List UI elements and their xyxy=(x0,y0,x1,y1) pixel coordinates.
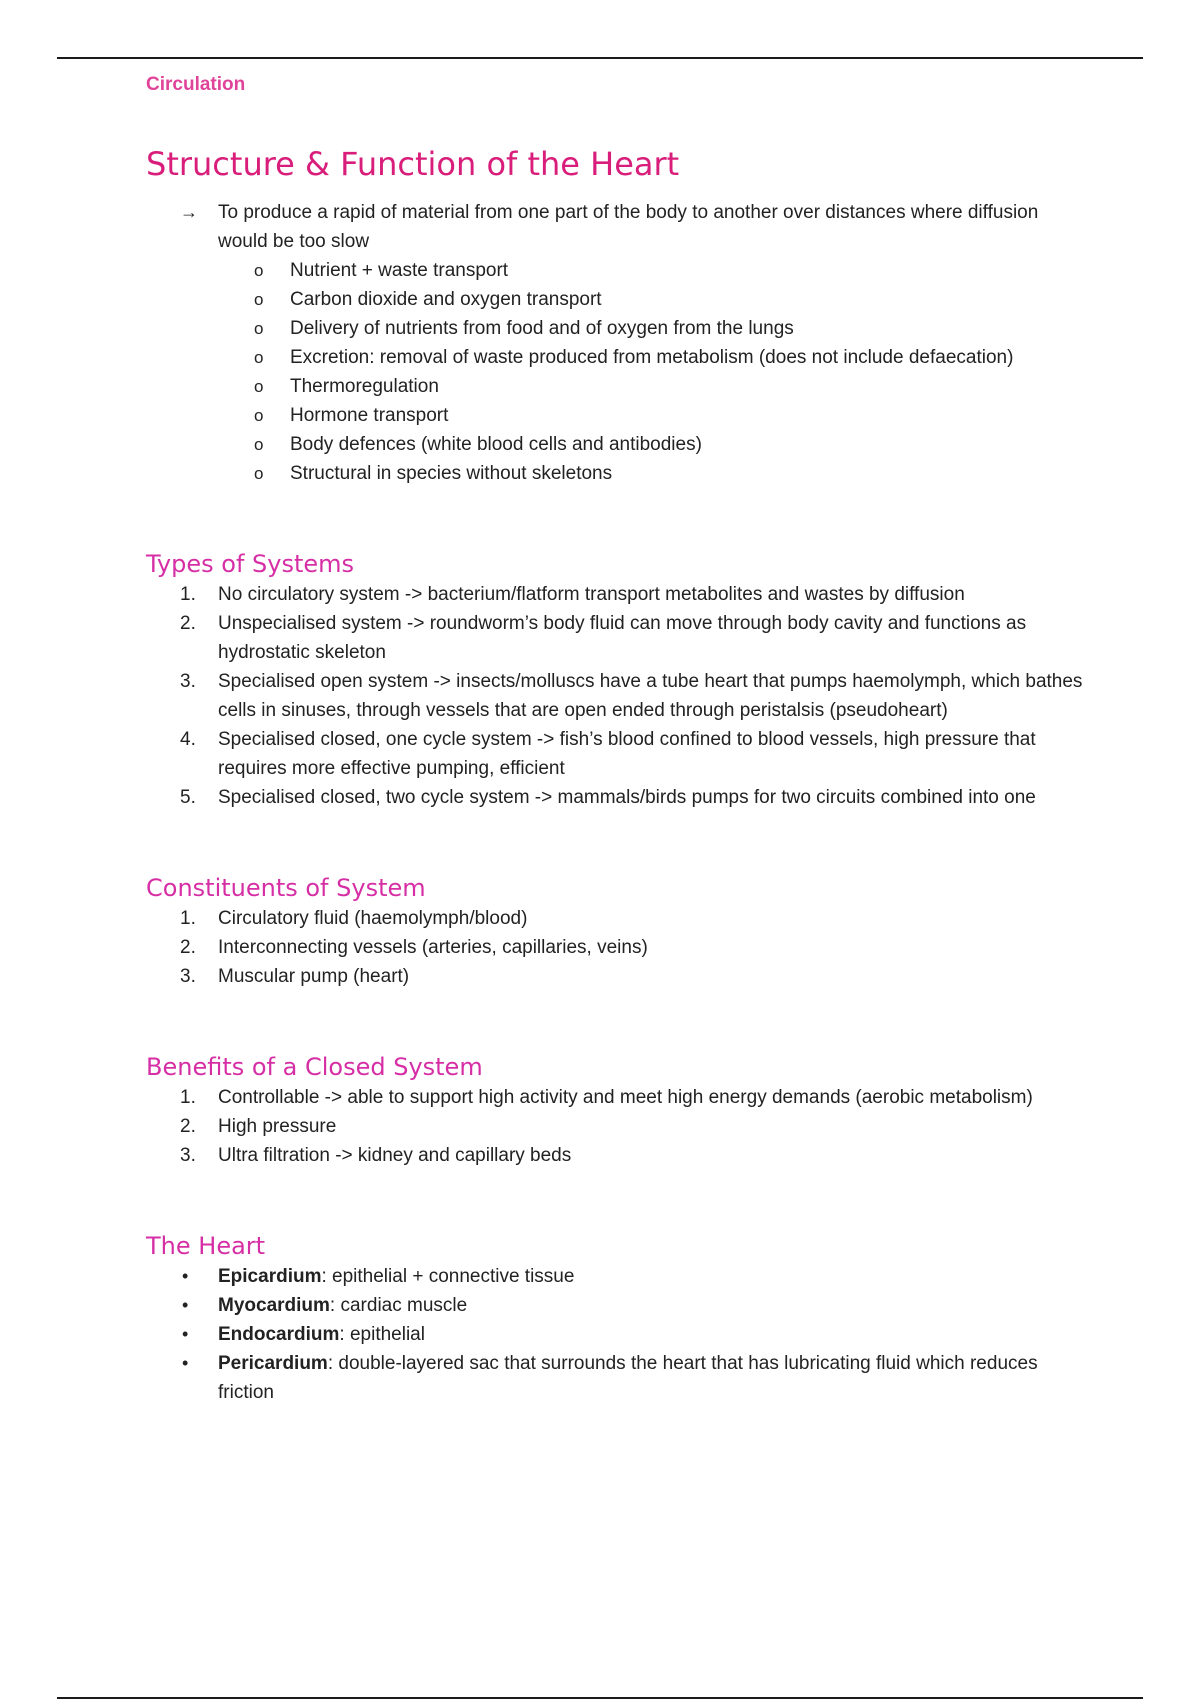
list-item: o Body defences (white blood cells and antibodies) xyxy=(146,430,1086,459)
page-title: Structure & Function of the Heart xyxy=(146,145,680,183)
heart-list xyxy=(146,1262,1086,1407)
section-heading-benefits: Benefits of a Closed System xyxy=(146,1053,483,1081)
circle-bullet-icon: o xyxy=(254,261,264,280)
list-item: • Endocardium: epithelial xyxy=(146,1320,1086,1349)
section-heading-constituents: Constituents of System xyxy=(146,874,426,902)
document-body xyxy=(146,70,1086,1407)
list-item: 1. Controllable -> able to support high activity and meet high energy demands (aerobic metabolism) xyxy=(180,1087,1033,1108)
top-rule xyxy=(57,57,1143,59)
circle-bullet-icon: o xyxy=(254,406,264,425)
bullet-icon: • xyxy=(182,1353,189,1373)
list-item: • Myocardium: cardiac muscle xyxy=(146,1291,1086,1320)
list-item: 3. Specialised open system -> insects/molluscs have a tube heart that pumps haemolymph, which bathes cells in sinuses, through vessels that are open ended through peristalsis (pseudoheart) xyxy=(180,671,1083,721)
list-item: o Structural in species without skeletons xyxy=(146,459,1086,488)
bullet-icon: • xyxy=(182,1324,189,1344)
circle-bullet-icon: o xyxy=(254,464,264,483)
list-item: • Pericardium: double-layered sac that surrounds the heart that has lubricating fluid which reduces friction xyxy=(146,1349,1086,1407)
list-item: 3. Muscular pump (heart) xyxy=(180,966,410,987)
circle-bullet-icon: o xyxy=(254,290,264,309)
list-item: 4. Specialised closed, one cycle system -> fish’s blood confined to blood vessels, high pressure that requires more effective pumping, efficient xyxy=(180,729,1036,779)
constituents-list xyxy=(146,904,1086,991)
circle-bullet-icon: o xyxy=(254,348,264,367)
benefits-list xyxy=(146,1083,1086,1170)
list-item: 1. No circulatory system -> bacterium/flatform transport metabolites and wastes by diffusion xyxy=(180,584,965,605)
list-item: 3. Ultra filtration -> kidney and capillary beds xyxy=(180,1145,572,1166)
list-item: o Hormone transport xyxy=(146,401,1086,430)
bottom-rule xyxy=(57,1697,1143,1699)
list-item: 2. High pressure xyxy=(180,1116,337,1137)
intro-arrow-item xyxy=(146,198,1086,256)
list-item: o Excretion: removal of waste produced from metabolism (does not include defaecation) xyxy=(146,343,1086,372)
intro-text: To produce a rapid of material from one part of the body to another over distances where diffusion would be too slow xyxy=(218,202,1039,252)
types-list xyxy=(146,580,1086,812)
list-item: 2. Unspecialised system -> roundworm’s body fluid can move through body cavity and functions as hydrostatic skeleton xyxy=(180,613,1027,663)
list-item: o Delivery of nutrients from food and of oxygen from the lungs xyxy=(146,314,1086,343)
section-heading-types: Types of Systems xyxy=(146,550,355,578)
list-item: 2. Interconnecting vessels (arteries, capillaries, veins) xyxy=(180,937,648,958)
bullet-icon: • xyxy=(182,1295,189,1315)
circle-bullet-icon: o xyxy=(254,377,264,396)
list-item: o Carbon dioxide and oxygen transport xyxy=(146,285,1086,314)
circle-bullet-icon: o xyxy=(254,319,264,338)
intro-sub-list xyxy=(146,256,1086,488)
list-item: 1. Circulatory fluid (haemolymph/blood) xyxy=(180,908,528,929)
list-item: o Thermoregulation xyxy=(146,372,1086,401)
list-item: • Epicardium: epithelial + connective tissue xyxy=(146,1262,1086,1291)
document-header-label: Circulation xyxy=(146,74,246,95)
circle-bullet-icon: o xyxy=(254,435,264,454)
section-heading-heart: The Heart xyxy=(146,1232,266,1260)
list-item: o Nutrient + waste transport xyxy=(146,256,1086,285)
bullet-icon: • xyxy=(182,1266,189,1286)
list-item: 5. Specialised closed, two cycle system -> mammals/birds pumps for two circuits combined into one xyxy=(180,787,1036,808)
arrow-icon: → xyxy=(180,202,198,222)
